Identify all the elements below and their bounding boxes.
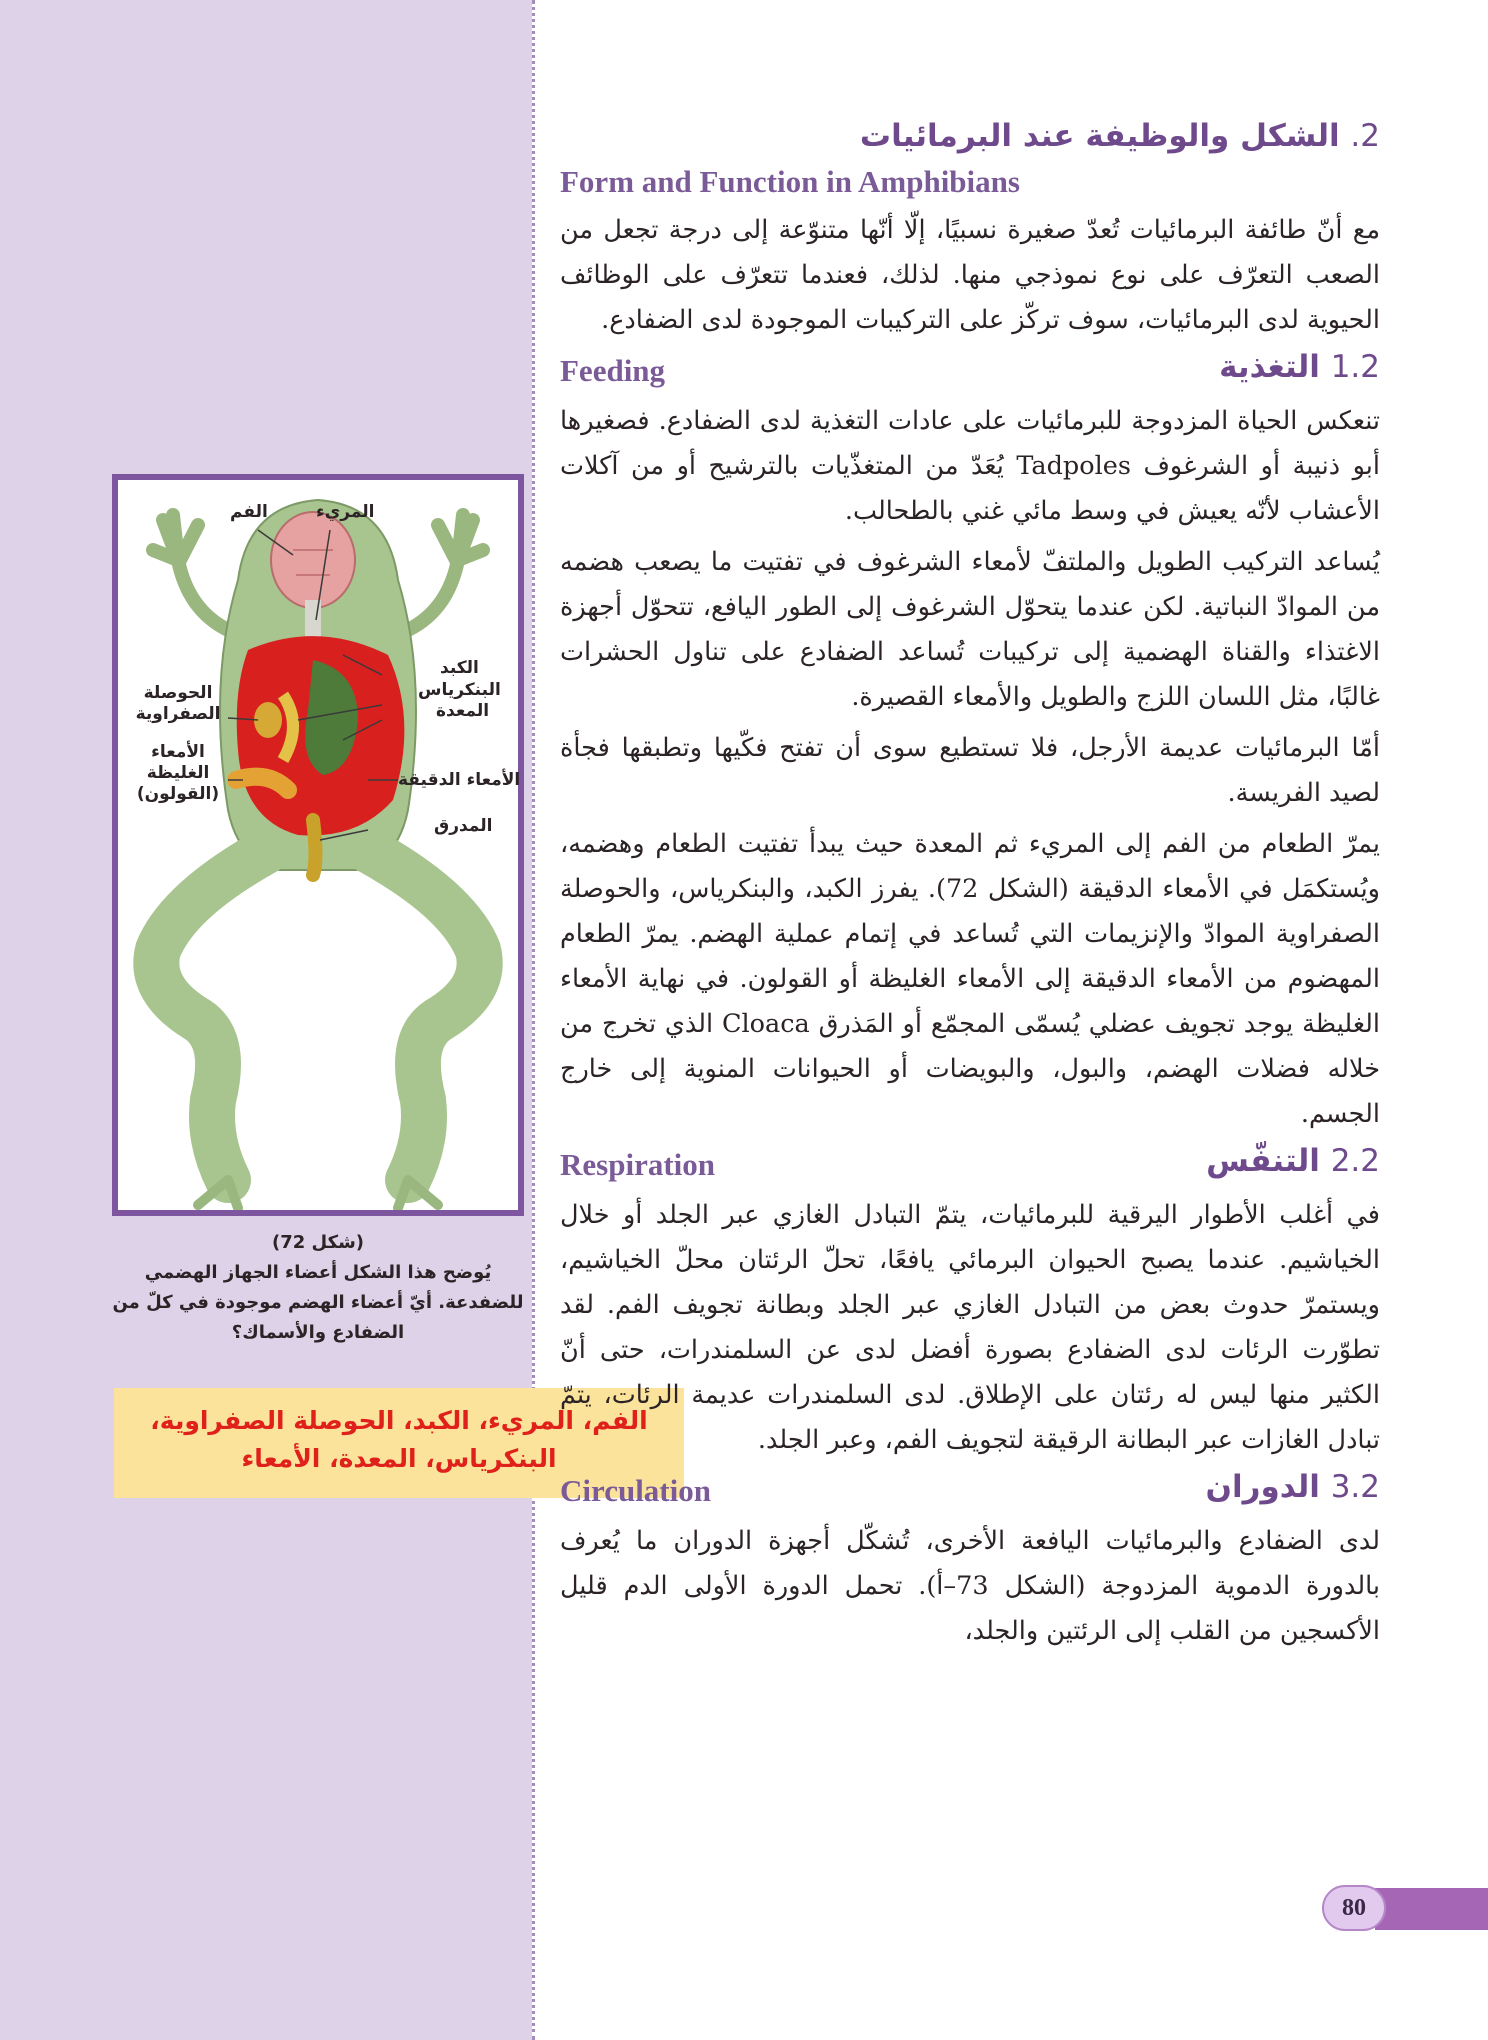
answer-box: الفم، المريء، الكبد، الحوصلة الصفراوية، البنكرياس، المعدة، الأمعاء: [114, 1388, 684, 1498]
frog-figure: [112, 474, 524, 1216]
circulation-number: 3.2: [1330, 1469, 1380, 1505]
caption-text: يُوضح هذا الشكل أعضاء الجهاز الهضمي للضفدعة. أيّ أعضاء الهضم موجودة في كلّ من الضفادع والأسماك؟: [112, 1262, 524, 1343]
page-tab: [1375, 1888, 1488, 1930]
section-heading: [560, 118, 1380, 164]
respiration-english-title: Respiration: [560, 1147, 715, 1182]
frog-illustration: [118, 480, 521, 1210]
label-cloaca: المدرق: [434, 816, 493, 836]
feeding-para-1: تنعكس الحياة المزدوجة للبرمائيات على عادات التغذية لدى الضفادع. فصغيرها أبو ذنيبة أو الشرغوف Tadpoles يُعَدّ من المتغذّيات بالترشيح أو من آكلات الأعشاب لأنّه يعيش في وسط مائي غني بالطحالب.: [560, 406, 1380, 526]
respiration-title: [1206, 1143, 1380, 1179]
label-small-intestine: الأمعاء الدقيقة: [398, 770, 521, 790]
feeding-para-2: يُساعد التركيب الطويل والملتفّ لأمعاء الشرغوف في تفتيت ما يصعب هضمه من الموادّ النباتية. لكن عندما يتحوّل الشرغوف إلى الطور اليافع، تتحوّل أجهزة الاغتذاء والقناة الهضمية إلى تركيبات تُساعد الضفادع على تناول الحشرات غالبًا، مثل اللسان اللزج والطويل والأمعاء القصيرة.: [560, 547, 1380, 712]
label-liver: الكبد: [440, 658, 479, 678]
intro-paragraph: مع أنّ طائفة البرمائيات تُعدّ صغيرة نسبيًا، إلّا أنّها متنوّعة إلى درجة تجعل من الصعب التعرّف على نوع نموذجي منها. لذلك، فعندما تتعرّف على الوظائف الحيوية لدى البرمائيات، سوف تركّز على التركيبات الموجودة لدى الضفادع.: [560, 215, 1380, 335]
feeding-english-title: Feeding: [560, 353, 666, 388]
section-number: 2.: [1350, 118, 1380, 154]
feeding-number: 1.2: [1330, 349, 1380, 385]
figure-caption: [112, 1228, 524, 1348]
label-large-intestine: الأمعاء الغليظة (القولون): [136, 742, 220, 804]
label-stomach: المعدة: [436, 701, 490, 721]
feeding-title: [1219, 349, 1380, 385]
label-pancreas: البنكرياس: [418, 680, 501, 700]
section-title: [860, 118, 1380, 154]
feeding-title-text: التغذية: [1219, 349, 1320, 385]
section-title-text: الشكل والوظيفة عند البرمائيات: [859, 118, 1340, 154]
circulation-title: [1206, 1469, 1380, 1505]
feeding-para-3: أمّا البرمائيات عديمة الأرجل، فلا تستطيع سوى أن تفتح فكّيها وتطبقها فجأة لصيد الفريسة.: [560, 733, 1380, 808]
label-esophagus: المريء: [316, 502, 375, 522]
circulation-title-text: الدوران: [1205, 1469, 1320, 1505]
circulation-para: لدى الضفادع والبرمائيات اليافعة الأخرى، تُشكّل أجهزة الدوران ما يُعرف بالدورة الدموية المزدوجة (الشكل 73–أ). تحمل الدورة الأولى الدم قليل الأكسجين من القلب إلى الرئتين والجلد،: [560, 1526, 1381, 1646]
sidebar-divider: [532, 0, 535, 2040]
main-content: [560, 118, 1380, 1660]
circulation-english-title: Circulation: [560, 1473, 711, 1508]
label-mouth: الفم: [230, 502, 268, 522]
respiration-heading: [560, 1143, 1380, 1193]
circulation-heading: [560, 1469, 1380, 1519]
respiration-number: 2.2: [1330, 1143, 1380, 1179]
feeding-heading: [560, 349, 1380, 399]
section-english-title: Form and Function in Amphibians: [560, 164, 1020, 199]
respiration-para: في أغلب الأطوار اليرقية للبرمائيات، يتمّ التبادل الغازي عبر الجلد أو خلال الخياشيم. عندما يصبح الحيوان البرمائي يافعًا، تحلّ الرئتان محلّ الخياشيم، ويستمرّ حدوث بعض من التبادل الغازي عبر الجلد وبطانة تجويف الفم. لقد تطوّرت الرئات لدى الضفادع بصورة أفضل لدى عن السلمندرات، حتى أنّ الكثير منها ليس له رئتان على الإطلاق. لدى السلمندرات عديمة الرئات، يتمّ تبادل الغازات عبر البطانة الرقيقة لتجويف الفم، وعبر الجلد.: [560, 1200, 1380, 1455]
page-number: 80: [1322, 1885, 1386, 1931]
label-gallbladder: الحوصلة الصفراوية: [135, 683, 221, 724]
feeding-para-4: يمرّ الطعام من الفم إلى المريء ثم المعدة حيث يبدأ تفتيت الطعام وهضمه، ويُستكمَل في الأمعاء الدقيقة (الشكل 72). يفرز الكبد، والبنكرياس، والحوصلة الصفراوية الموادّ والإنزيمات التي تُساعد في إتمام عملية الهضم. يمرّ الطعام المهضوم من الأمعاء الدقيقة إلى الأمعاء الغليظة أو القولون. في نهاية الأمعاء الغليظة يوجد تجويف عضلي يُسمّى المجمّع أو المَذرق Cloaca الذي تخرج من خلاله فضلات الهضم، والبول، والبويضات أو الحيوانات المنوية إلى خارج الجسم.: [560, 829, 1380, 1129]
respiration-title-text: التنفّس: [1206, 1143, 1320, 1179]
caption-number: (شكل 72): [271, 1232, 365, 1253]
